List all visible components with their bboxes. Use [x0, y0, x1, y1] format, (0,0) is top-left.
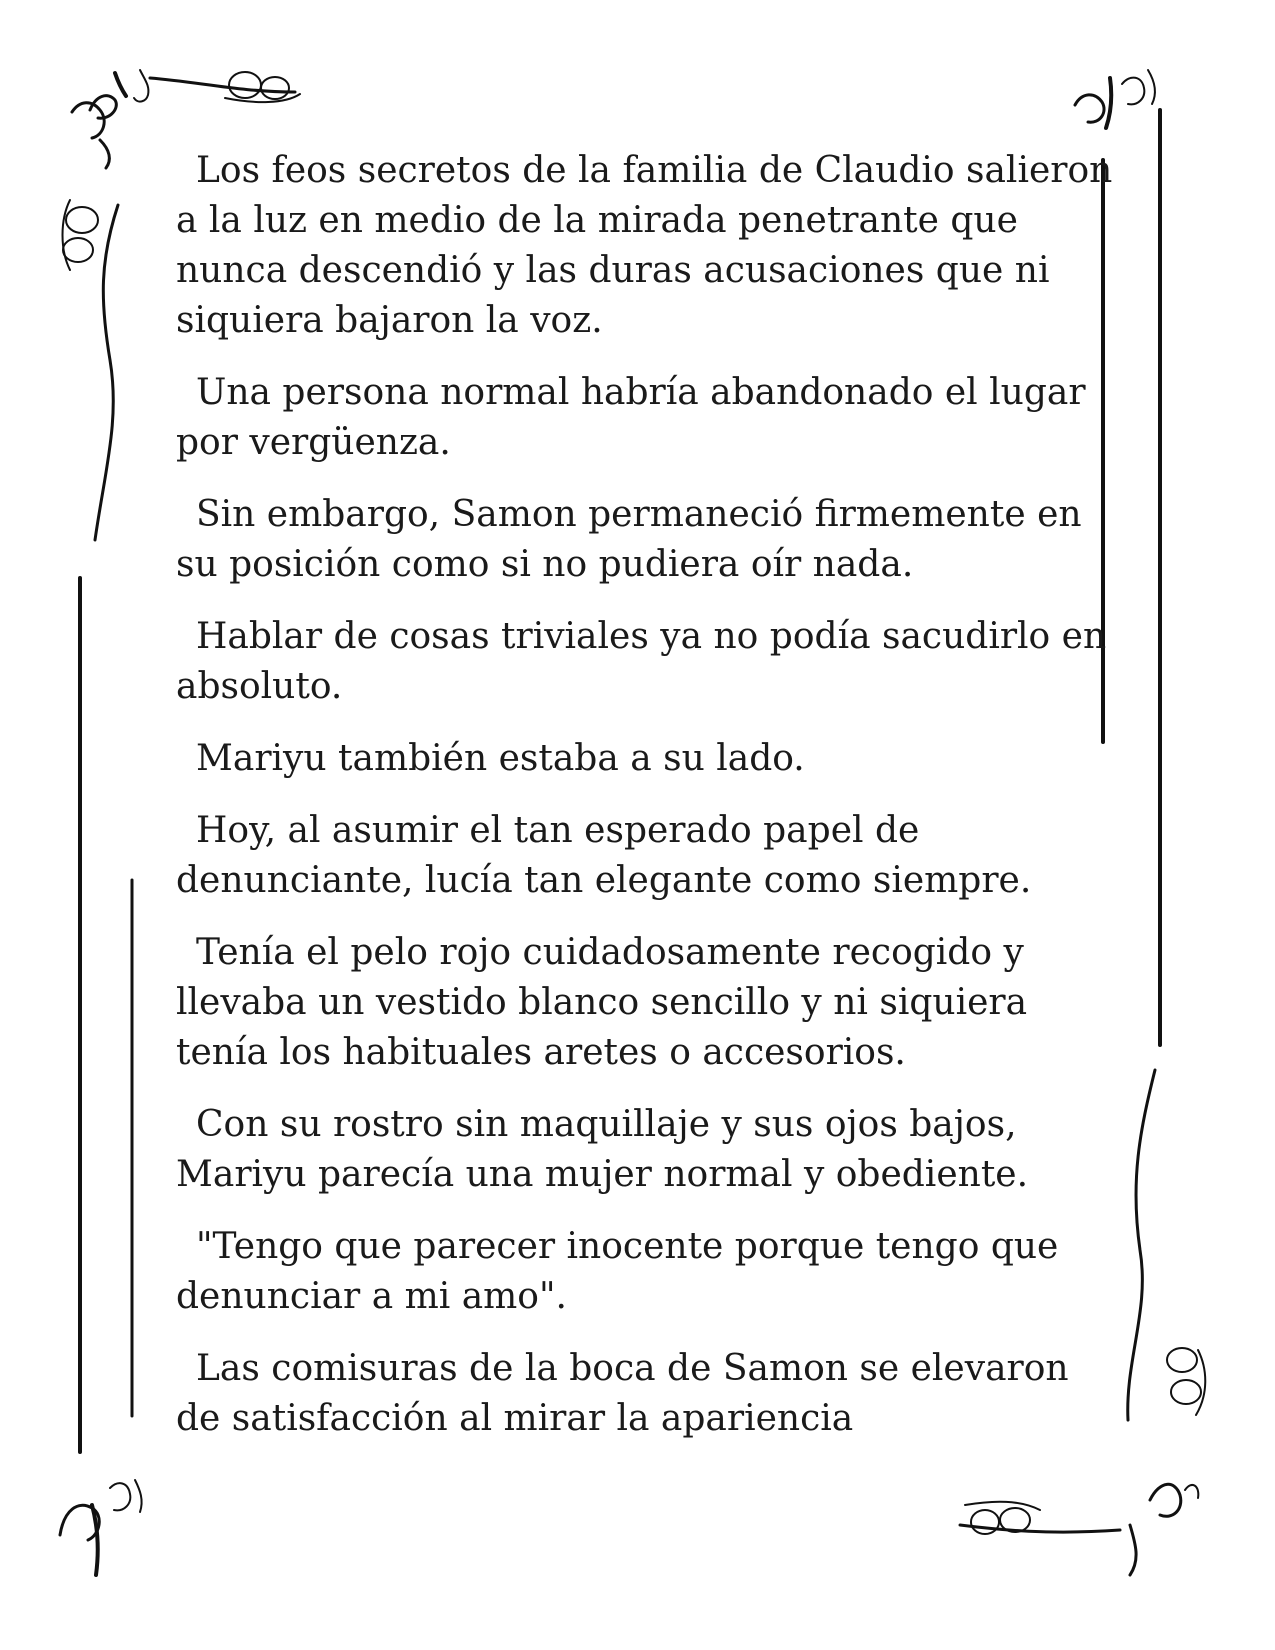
- chapter-text: [176, 146, 1116, 1466]
- paragraph: Las comisuras de la boca de Samon se elevaron de satisfacción al mirar la apariencia: [176, 1348, 1069, 1439]
- bottom-left-flourish-icon: [60, 1480, 142, 1575]
- paragraph: Con su rostro sin maquillaje y sus ojos bajos, Mariyu parecía una mujer normal y obediente.: [176, 1104, 1029, 1195]
- paragraph: Sin embargo, Samon permaneció firmemente en su posición como si no pudiera oír nada.: [176, 494, 1082, 585]
- paragraph: Hablar de cosas triviales ya no podía sacudirlo en absoluto.: [176, 616, 1107, 707]
- paragraph: Hoy, al asumir el tan esperado papel de denunciante, lucía tan elegante como siempre.: [176, 810, 1032, 901]
- top-right-flourish-icon: [1075, 70, 1155, 128]
- paragraph: "Tengo que parecer inocente porque tengo que denunciar a mi amo".: [176, 1226, 1059, 1317]
- paragraph: Los feos secretos de la familia de Claudio salieron a la luz en medio de la mirada penetrante que nunca descendió y las duras acusaciones que ni siquiera bajaron la voz.: [176, 150, 1113, 341]
- paragraph: Mariyu también estaba a su lado.: [196, 738, 805, 779]
- paragraph: Tenía el pelo rojo cuidadosamente recogido y llevaba un vestido blanco sencillo y ni siquiera tenía los habituales aretes o accesorios.: [176, 932, 1028, 1073]
- right-curve-stroke: [1128, 1070, 1155, 1420]
- paragraph: Una persona normal habría abandonado el lugar por vergüenza.: [176, 372, 1086, 463]
